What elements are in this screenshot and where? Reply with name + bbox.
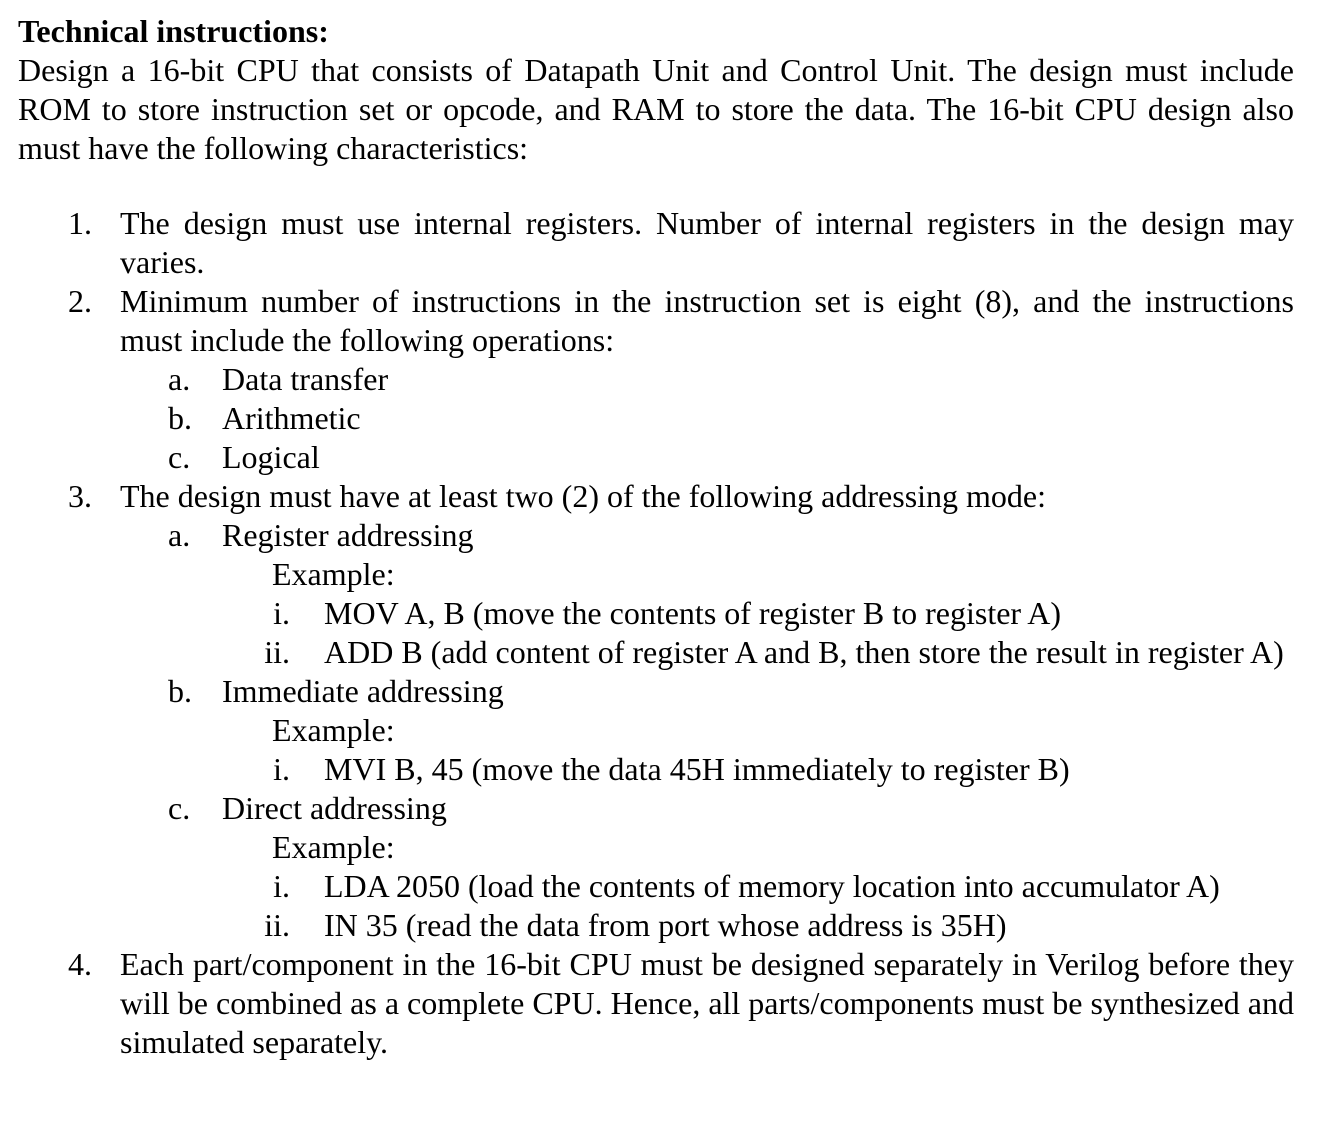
example-label: Example: [272,556,395,592]
sub-item-label: a. [168,517,191,553]
list-number: 3. [68,478,92,514]
sub-item-text: Register addressing [222,517,474,553]
list-item-text: Minimum number of instructions in the instruction set is eight (8), and the instructions must include the following operations: [120,283,1294,358]
example-item-label: ii. [264,907,290,943]
list-number: 2. [68,283,92,319]
example-item-label: ii. [264,634,290,670]
document [18,12,1294,1062]
list-item-text: Each part/component in the 16-bit CPU must be designed separately in Verilog before they will be combined as a complete CPU. Hence, all parts/components must be synthesized and simulated separately. [120,946,1294,1060]
sub-item-label: a. [168,361,191,397]
sub-item-label: c. [168,439,191,475]
sub-item-text: Direct addressing [222,790,447,826]
example-item-label: i. [273,595,290,631]
sub-item-label: b. [168,400,192,436]
section-heading: Technical instructions: [18,13,329,49]
example-item-text: MVI B, 45 (move the data 45H immediately to register B) [324,751,1070,787]
list-item-text: The design must have at least two (2) of the following addressing mode: [120,478,1047,514]
intro-paragraph: Design a 16-bit CPU that consists of Datapath Unit and Control Unit. The design must include ROM to store instruction set or opcode, and RAM to store the data. The 16-bit CPU design also must have the following characteristics: [18,52,1294,166]
sub-item [18,516,1294,555]
sub-item [18,672,1294,711]
sub-item-text: Logical [222,439,320,475]
sub-item-text: Data transfer [222,361,389,397]
list-item-3 [18,477,1294,516]
sub-item [18,438,1294,477]
example-label: Example: [272,712,395,748]
example-item-text: LDA 2050 (load the contents of memory location into accumulator A) [324,868,1220,904]
sub-item-text: Arithmetic [222,400,361,436]
example-item [18,906,1294,945]
example-item [18,633,1294,672]
sub-item [18,789,1294,828]
sub-item [18,399,1294,438]
example-item [18,594,1294,633]
example-item-text: IN 35 (read the data from port whose address is 35H) [324,907,1007,943]
sub-item [18,360,1294,399]
example-item-text: MOV A, B (move the contents of register B to register A) [324,595,1062,631]
list-number: 1. [68,205,92,241]
spacer [18,168,1294,204]
sub-item-label: c. [168,790,191,826]
list-item-4 [18,945,1294,1062]
list-number: 4. [68,946,92,982]
example-item-label: i. [273,751,290,787]
example-item [18,750,1294,789]
list-item-text: The design must use internal registers. Number of internal registers in the design may varies. [120,205,1294,280]
list-item-2 [18,282,1294,360]
example-item-text: ADD B (add content of register A and B, then store the result in register A) [324,634,1284,670]
sub-item-text: Immediate addressing [222,673,504,709]
example-item [18,867,1294,906]
sub-item-label: b. [168,673,192,709]
list-item-1 [18,204,1294,282]
example-label: Example: [272,829,395,865]
example-item-label: i. [273,868,290,904]
